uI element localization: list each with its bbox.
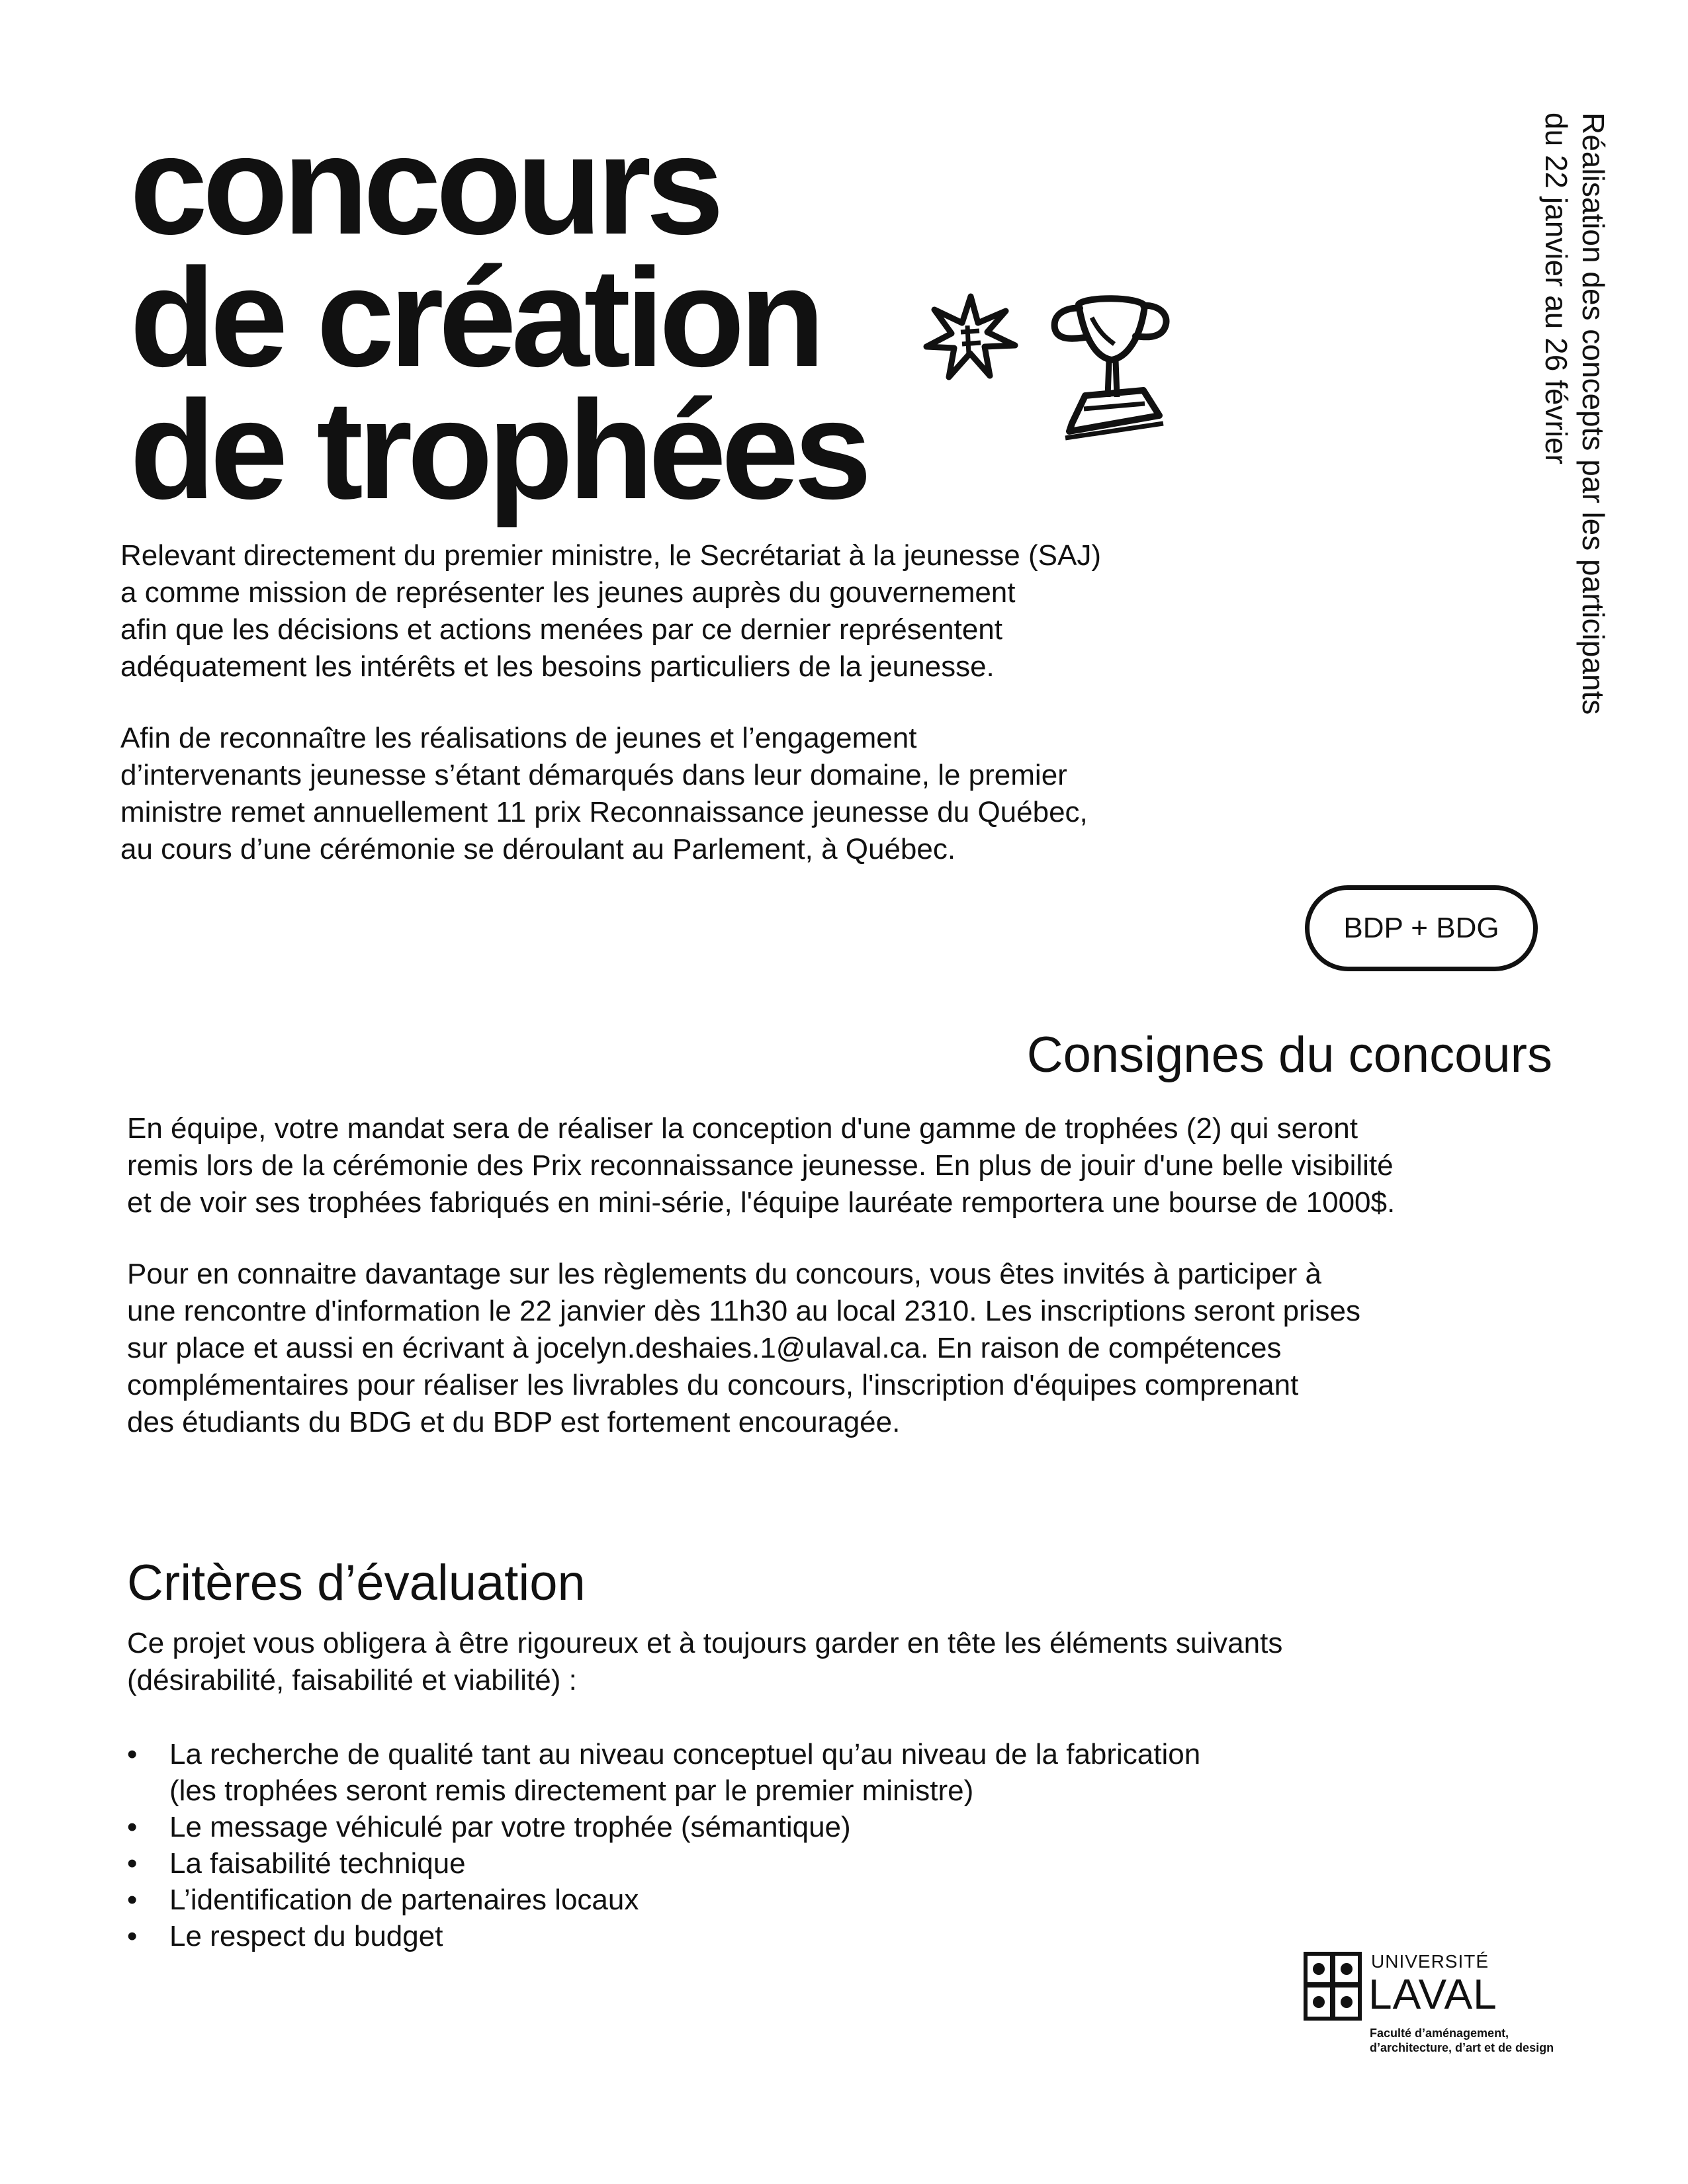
consignes-section bbox=[127, 1110, 1583, 1441]
list-item-text: • La recherche de qualité tant au niveau conceptuel qu’au niveau de la fabrication bbox=[169, 1738, 1201, 1770]
list-item bbox=[127, 1736, 1517, 1809]
criteres-section bbox=[127, 1625, 1517, 1954]
list-item-text: • L’identification de partenaires locaux bbox=[169, 1884, 639, 1916]
list-item-text: • Le message véhiculé par votre trophée (sémantique) bbox=[169, 1811, 851, 1843]
crest-icon bbox=[1302, 1950, 1363, 2022]
logo-name: LAVAL bbox=[1368, 1970, 1497, 2018]
intro-section bbox=[120, 537, 1245, 868]
date-sidebar bbox=[1480, 112, 1612, 774]
text-line: complémentaires pour réaliser les livrables du concours, l'inscription d'équipes comprenant bbox=[127, 1369, 1299, 1401]
list-item-text: (les trophées seront remis directement par le premier ministre) bbox=[169, 1774, 974, 1807]
criteres-intro bbox=[127, 1625, 1517, 1699]
text-line: sur place et aussi en écrivant à jocelyn.deshaies.1@ulaval.ca. En raison de compétences bbox=[127, 1332, 1282, 1364]
criteres-heading: Critères d’évaluation bbox=[127, 1555, 586, 1611]
text-line: afin que les décisions et actions menées par ce dernier représentent bbox=[120, 613, 1002, 646]
logo-faculty-line-1: Faculté d’aménagement, bbox=[1370, 2027, 1509, 2040]
consignes-heading: Consignes du concours bbox=[1026, 1027, 1552, 1083]
text-line: Pour en connaitre davantage sur les règlements du concours, vous êtes invités à participer à bbox=[127, 1258, 1322, 1290]
text-line: d’intervenants jeunesse s’étant démarqués dans leur domaine, le premier bbox=[120, 759, 1067, 791]
list-item-text: • La faisabilité technique bbox=[169, 1847, 466, 1880]
consignes-paragraph-2 bbox=[127, 1256, 1583, 1441]
text-line: (désirabilité, faisabilité et viabilité) : bbox=[127, 1664, 577, 1696]
university-logo bbox=[1302, 1950, 1580, 2056]
text-line: des étudiants du BDG et du BDP est fortement encouragée. bbox=[127, 1406, 901, 1438]
criteria-list bbox=[127, 1736, 1517, 1954]
text-line: adéquatement les intérêts et les besoins particuliers de la jeunesse. bbox=[120, 650, 995, 683]
text-line: Relevant directement du premier ministre, le Secrétariat à la jeunesse (SAJ) bbox=[120, 539, 1101, 572]
text-line: au cours d’une cérémonie se déroulant au Parlement, à Québec. bbox=[120, 833, 956, 865]
text-line: En équipe, votre mandat sera de réaliser la conception d'une gamme de trophées (2) qui seront bbox=[127, 1112, 1358, 1145]
list-item bbox=[127, 1882, 1517, 1918]
logo-faculty-line-2: d’architecture, d’art et de design bbox=[1370, 2041, 1554, 2054]
consignes-paragraph-1 bbox=[127, 1110, 1583, 1221]
intro-paragraph-1 bbox=[120, 537, 1245, 685]
sidebar-line-2: du 22 janvier au 26 février bbox=[1539, 112, 1574, 464]
list-item bbox=[127, 1845, 1517, 1882]
text-line: remis lors de la cérémonie des Prix reconnaissance jeunesse. En plus de jouir d'une belle visibilité bbox=[127, 1149, 1394, 1182]
list-item-text: • Le respect du budget bbox=[169, 1920, 443, 1952]
text-line: et de voir ses trophées fabriqués en mini-série, l'équipe lauréate remportera une bourse de 1000$. bbox=[127, 1186, 1396, 1219]
text-line: ministre remet annuellement 11 prix Reconnaissance jeunesse du Québec, bbox=[120, 796, 1088, 828]
sidebar-line-1: Réalisation des concepts par les participants bbox=[1576, 112, 1611, 715]
logo-faculty bbox=[1370, 2026, 1554, 2055]
trophy-icon bbox=[1045, 291, 1178, 450]
list-item bbox=[127, 1918, 1517, 1954]
title-line-2: de création bbox=[130, 239, 821, 396]
title-line-1: concours bbox=[130, 107, 719, 263]
text-line: a comme mission de représenter les jeunes auprès du gouvernement bbox=[120, 576, 1016, 609]
text-line: une rencontre d'information le 22 janvier dès 11h30 au local 2310. Les inscriptions seront prises bbox=[127, 1295, 1361, 1327]
intro-paragraph-2 bbox=[120, 720, 1245, 868]
page-title bbox=[130, 107, 867, 528]
text-line: Ce projet vous obligera à être rigoureux et à toujours garder en tête les éléments suivants bbox=[127, 1627, 1283, 1659]
title-line-3: de trophées bbox=[130, 371, 867, 528]
logo-top-text: UNIVERSITÉ bbox=[1371, 1951, 1489, 1972]
list-item bbox=[127, 1809, 1517, 1845]
text-line: Afin de reconnaître les réalisations de jeunes et l’engagement bbox=[120, 722, 917, 754]
program-badge: BDP + BDG bbox=[1305, 885, 1538, 971]
splash-star-icon bbox=[921, 291, 1020, 384]
